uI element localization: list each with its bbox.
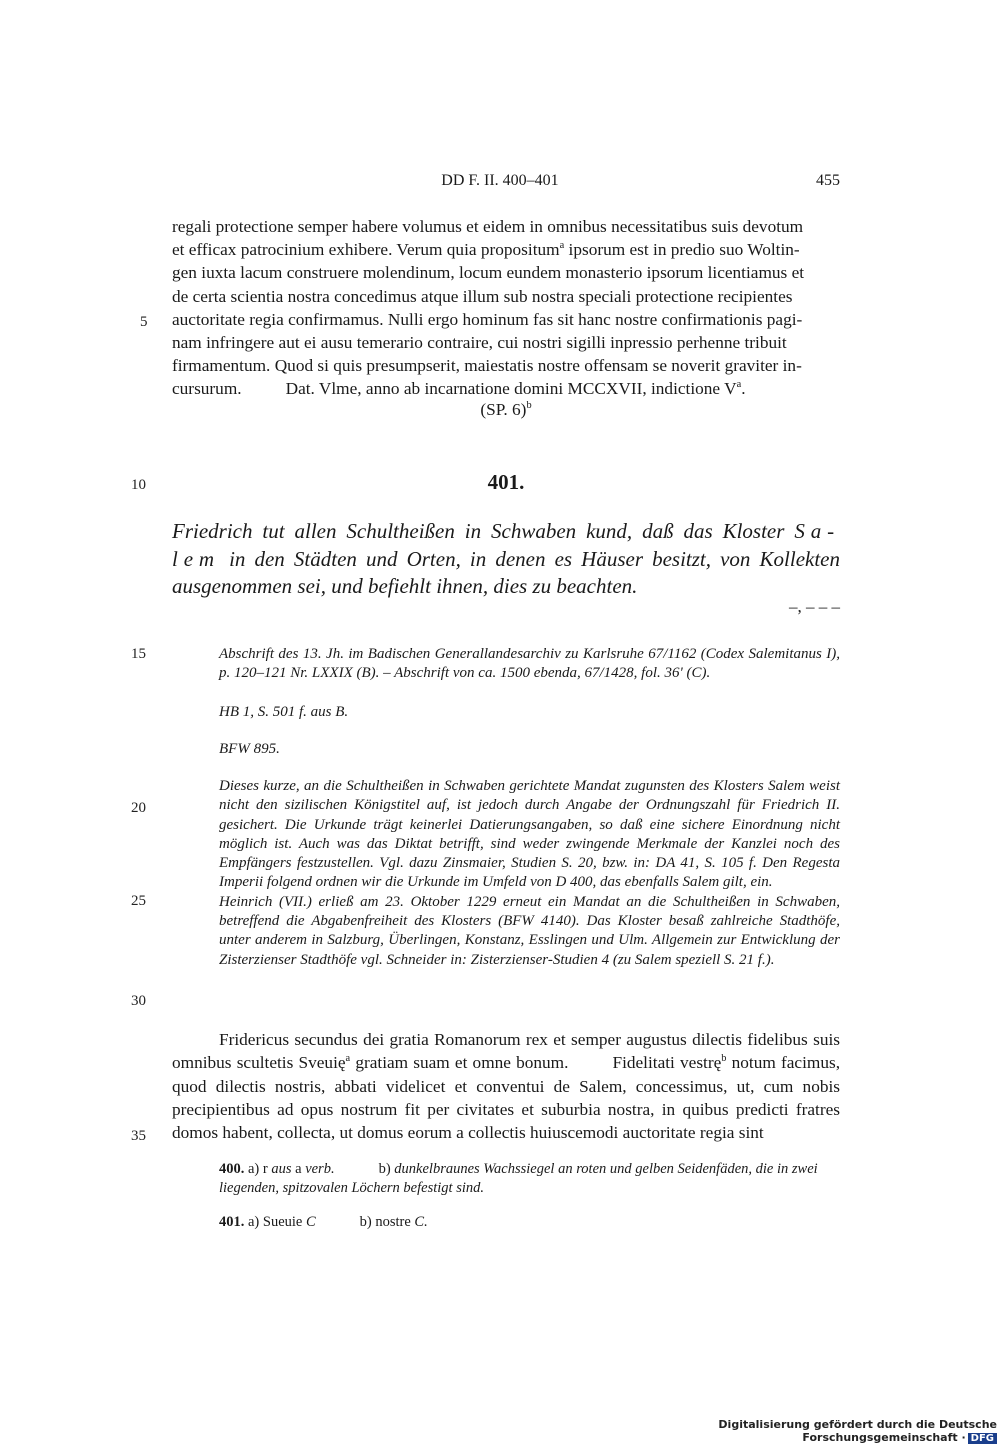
digitization-credit: Digitalisierung gefördert durch die Deutsche Forschungsgemeinschaft · DFG — [718, 1418, 997, 1444]
regesta-note: BFW 895. — [219, 741, 280, 757]
document-number: 401. — [487, 470, 525, 494]
doc400-line: nam infringere aut ei ausu temerario contraire, cui nostri sigilli inpressio perhenne tribuit — [172, 333, 787, 353]
doc400-line: firmamentum. Quod si quis presumpserit, maiestatis nostre offensam se noverit graviter in- — [172, 356, 802, 376]
line-number: 25 — [131, 893, 146, 909]
regest: Friedrich tut allen Schultheißen in Schwaben kund, daß das Kloster Sa- lem in den Städten und Orten, in denen es Häuser besitzt, von Kollekten ausgenommen sei, und befiehlt ihnen, dies zu beachten. — [172, 519, 840, 598]
line-number: 5 — [140, 314, 148, 330]
seal-mark: (SP. 6)$^b$ — [480, 400, 532, 419]
doc400-line: cursurum. Dat. Vlme, anno ab incarnatione domini MCCXVII, indictione $V^a$. — [172, 379, 746, 399]
doc400-line: et efficax patrocinium exhibere. Verum quia propositum$^a$ ipsorum est in predio suo Woltin- — [172, 240, 800, 260]
line-number: 30 — [131, 993, 146, 1009]
doc400-text — [172, 215, 840, 401]
line-number: 10 — [131, 477, 146, 493]
date-placeholder: –, – – – — [789, 597, 840, 616]
apparatus-mark-b: b — [721, 1053, 727, 1065]
edition-note: HB 1, S. 501 f. aus B. — [219, 704, 349, 720]
doc400-line: regali protectione semper habere volumus et eidem in omnibus necessitatibus suis devotum — [172, 217, 804, 236]
line-number: 15 — [131, 646, 146, 662]
commentary-paragraph: Dieses kurze, an die Schultheißen in Schwaben gerichtete Mandat zugunsten des Klosters Salem weist nicht den sizilischen Königstitel auf, ist jedoch durch Angabe der Ordnungszahl für Friedrich II. gesichert. Die Urkunde trägt keinerlei Datierungsangaben, so daß eine sichere Einordnung nicht möglich ist. Auch was das Diktat betrifft, sind weder zwingende Merkmale der Kanzlei noch des Empfängers festzustellen. Vgl. dazu Zinsmaier, Studien S. 20, bzw. in: DA 41, S. 105 f. Den Regesta Imperii folgend ordnen wir die Urkunde im Umfeld von D 400, das ebenfalls Salem gilt, ein. — [219, 778, 840, 891]
apparatus-mark-a: a — [559, 240, 565, 252]
footnotes-400: 400. a) r aus a verb. b) dunkelbraunes Wachssiegel an roten und gelben Seidenfäden, die in zwei liegenden, spitzovalen Löchern befestigt sind. — [219, 1161, 818, 1196]
footnotes-401: 401. a) Sueuie C b) nostre C. — [219, 1214, 428, 1230]
document-text: Fridericus secundus dei gratia Romanorum rex et semper augustus dilectis fidelibus suis omnibus scultetis Sveuię$^a$ gratiam suam et omne bonum. Fidelitati vestrę$^b$ notum facimus, quod dilectis nostris, abbati videlicet et conventui de Salem, concessimus, ut, cum nobis precipientibus ad opus nostrum fit per civitates et suburbia nostra, in quibus predicti fratres domos habent, collecta, ut domus eorum a collectis huiuscemodi auctoritate regia sint — [172, 1030, 841, 1143]
doc400-line: auctoritate regia confirmamus. Nulli ergo hominum fas sit hanc nostre confirmationis pagi- — [172, 309, 803, 329]
line-number: 35 — [131, 1128, 146, 1144]
dfg-logo: DFG — [968, 1433, 997, 1444]
page-number: 455 — [816, 172, 840, 189]
tradition-note: Abschrift des 13. Jh. im Badischen Generallandesarchiv zu Karlsruhe 67/1162 (Codex Salemitanus I), p. 120–121 Nr. LXXIX (B). – Abschrift von ca. 1500 ebenda, 67/1428, fol. 36' (C). — [219, 646, 840, 682]
doc400-line: de certa scientia nostra concedimus atque illum sub nostra speciali protectione recipientes — [172, 286, 793, 306]
doc400-line: gen iuxta lacum construere molendinum, locum eundem monasterio ipsorum licentiamus et — [172, 263, 805, 283]
commentary — [219, 777, 840, 970]
commentary-paragraph: Heinrich (VII.) erließ am 23. Oktober 1229 erneut ein Mandat an die Schultheißen in Schwaben, betreffend die Abgabenfreiheit des Klosters (BFW 4140). Das Kloster besaß zahlreiche Stadthöfe, unter anderem in Salzburg, Überlingen, Konstanz, Esslingen und Ulm. Allgemein zur Entwicklung der Zisterzienser Stadthöfe vgl. Schneider in: Zisterzienser-Studien 4 (zu Salem speziell S. 21 f.). — [219, 893, 840, 968]
apparatus-mark-a: a — [736, 379, 742, 391]
line-number: 20 — [131, 800, 146, 816]
running-title: DD F. II. 400–401 — [441, 172, 559, 189]
apparatus-mark-a: a — [345, 1053, 351, 1065]
